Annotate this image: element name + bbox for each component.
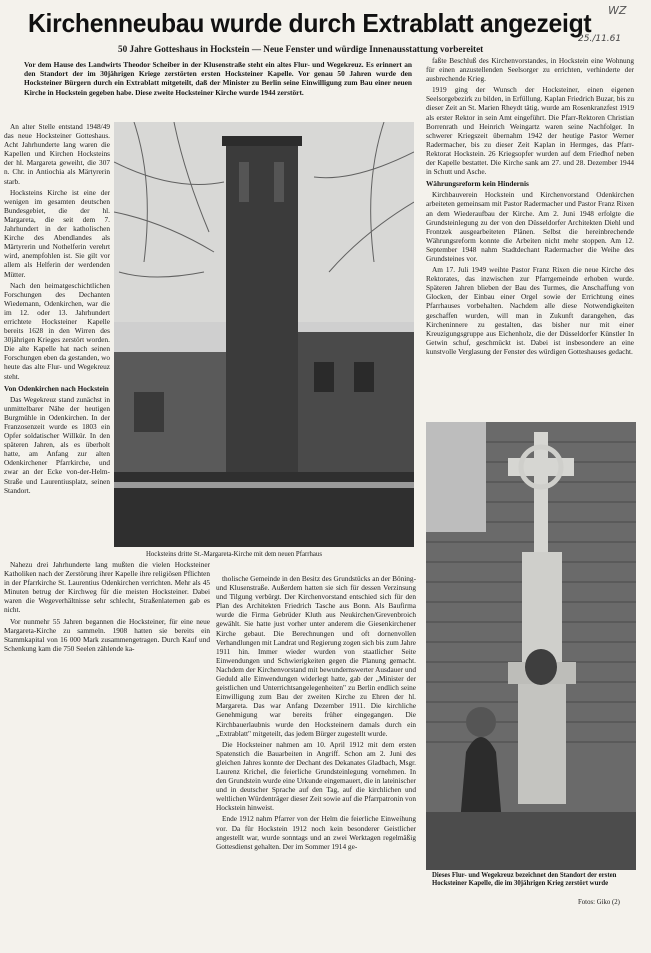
photo-credit: Fotos: Giko (2) (578, 899, 620, 906)
church-photo (114, 122, 414, 547)
paragraph: Hocksteins Kirche ist eine der wenigen im gesamten deutschen Bundesgebiet, die der hl. Margareta, die seit dem 7. Jahrhundert in der katholischen Kirche des Abendlandes als Märtyrerin und Nothelferin verehrt wird, anempfohlen ist. Sie gilt vor allem als Helferin der werdenden Mütter. (4, 187, 110, 279)
cross-photo-caption: Dieses Flur- und Wegekreuz bezeichnet den Standort der ersten Hocksteiner Kapelle, die im 30jährigen Krieg zerstört wurde (432, 872, 617, 887)
paragraph: faßte Beschluß des Kirchenvorstandes, in Hockstein eine Wohnung für einen anzustellenden Seelsorger zu errichten, verhinderte der ausbrechende Krieg. (426, 56, 634, 84)
paragraph: Vor nunmehr 55 Jahren begannen die Hocksteiner, für eine neue Margareta-Kirche zu sammeln. 1908 hatten sie bereits ein Stammkapital von 16 000 Mark zusammengetragen. Durch Kauf und Schenkung kam die 750 Seelen zählende ka- (4, 616, 210, 653)
paragraph: 1919 ging der Wunsch der Hocksteiner, einen eigenen Seelsorgebezirk zu bilden, in Erfüllung. Kaplan Friedrich Buzar, bis zu dieser Zeit an St. Marien Rheydt tätig, wurde am Rosenkranzfest 1919 als erster Rektor in sein Amt eingeführt. Die Pfarr-Rektoren Christian Borrenrath und Heinrich Weingartz waren seine Nachfolger. In schwerer Kriegszeit übernahm 1942 der heutige Pastor Werner Radermacher, bis zu dieser Zeit Kaplan in Hermges, das Pfarr-Rektorat Hockstein. 26 Kriegsopfer wurden auf dem Friedhof neben der Kapelle bestattet. Die Kirche sank am 27. und 28. Dezember 1944 in Schutt und Asche. (426, 85, 634, 177)
handwritten-mark: WZ (608, 4, 627, 17)
lead-paragraph: Vor dem Hause des Landwirts Theodor Scheiber in der Klusenstraße steht ein altes Flur- und Wegekreuz. Es erinnert an den Standort der im 30jährigen Kriege zerstörten ersten Hocksteiner Kapelle. Vor genau 50 Jahren wurde den Hocksteiner Bürgern durch ein Extrablatt mitgeteilt, daß der Minister zu Berlin seine Einwilligung zum Bau einer neuen Kirche in Hockstein gegeben habe. Diese zweite Hocksteiner Kirche wurde 1944 zerstört. (24, 60, 412, 97)
column-right (426, 56, 634, 358)
handwritten-date: 25./11.61 (578, 34, 622, 44)
paragraph: An alter Stelle entstand 1948/49 das neue Hocksteiner Gotteshaus. Acht Jahrhunderte lang waren die Kapellen und Kirchen Hocksteins der hl. Margareta geweiht, die 307 n. Chr. in Antiochia als Märtyrerin starb. (4, 122, 110, 186)
column-left-lower (4, 560, 210, 655)
paragraph: Die Hocksteiner nahmen am 10. April 1912 mit dem ersten Spatenstich die Bauarbeiten in Angriff. Schon am 2. Juni des gleichen Jahres konnte der Dechant des Dekanates Gladbach, Msgr. Laurenz Krichel, die feierliche Grundsteinlegung vornehmen. In den Grundstein wurde eine Urkunde eingemauert, die in lateinischer und in deutscher Sprache auf den Tag, auf die kirchlichen und weltlichen Würdenträger dieser Zeit sowie auf die Pfarrpatronin von Hockstein hinweist. (216, 739, 416, 813)
paragraph: Kirchbauverein Hockstein und Kirchenvorstand Odenkirchen arbeiteten gemeinsam mit Pastor Radermacher und Pastor Franz Rixen an dem Wiederaufbau der Kirche. Am 2. Juni 1948 erfolgte die Grundsteinlegung zu der von den Düsseldorfer Architekten Diehl und Frontzek ausgearbeiteten Plänen. Selbst die hereinbrechende Währungsreform konnte die Arbeiten nicht mehr stoppen. Am 12. September 1948 nahm Stadtdechant Radermacher die Weihe des Grundsteines vor. (426, 190, 634, 263)
paragraph: Nach den heimatgeschichtlichen Forschungen des Dechanten Wiedemann, Odenkirchen, war die im 12. oder 13. Jahrhundert errichtete Hocksteiner Kapelle bereits 1628 in den Wirren des 30jährigen Krieges zerstört worden. Die alte Kapelle hat nach seinen Forschungen eben da gestanden, wo heute das alte Flur- und Wegekreuz steht. (4, 280, 110, 381)
church-photo-caption: Hocksteins dritte St.-Margareta-Kirche mit dem neuen Pfarrhaus (146, 551, 322, 558)
column-left (4, 122, 110, 497)
section-heading: Währungsreform kein Hindernis (426, 179, 529, 189)
headline: Kirchenneubau wurde durch Extrablatt angezeigt (28, 8, 592, 38)
paragraph: Das Wegekreuz stand zunächst in unmittelbarer Nähe der heutigen Burgmühle in Odenkirchen. In der Franzosenzeit wurde es 1803 ein Opfer soldatischer Willkür. In den späteren Jahren, als es überholt hatte, am Anfang zur alten Odenkirchener Pfarrkirche, und zwar an der Ecke von-der-Helm-Straße und Laurentiusplatz, seinen Standort. (4, 394, 110, 495)
paragraph: Ende 1912 nahm Pfarrer von der Helm die feierliche Einweihung vor. Da für Hockstein 1912 noch kein besonderer Geistlicher angestellt war, wurde sonntags und an zwei Werktagen regelmäßig Gottesdienst gehalten. Der im Sommer 1914 ge- (216, 814, 416, 851)
section-heading: Von Odenkirchen nach Hockstein (4, 383, 109, 393)
cross-photo (426, 422, 636, 870)
paragraph: Nahezu drei Jahrhunderte lang mußten die vielen Hocksteiner Katholiken nach der Zerstörung ihrer Kapelle ihre religiösen Pflichten in der Pfarrkirche St. Laurentius Odenkirchen verrichten. Mehr als 45 Minuten betrug der Kirchweg für die meisten Hocksteiner. Dabei waren die Wegeverhältnisse sehr schlecht, Straßenlaternen gab es nicht. (4, 560, 210, 615)
column-middle (216, 574, 416, 853)
cross-image (426, 422, 636, 870)
church-image (114, 122, 414, 547)
paragraph: tholische Gemeinde in den Besitz des Grundstücks an der Böning- und Klusenstraße. Außerdem hatten sie sich für dessen Verzinsung und Tilgung verbürgt. Der Kirchenvorstand entschied sich für den Plan des Architekten Friedrich Tasche aus Bonn. Als Baufirma wurde die Firma Gebrüder Kluth aus Neukirchen/Grevenbroich gewählt. Sie hatte just vorher unter anderem die Giesenkirchener Kirche gebaut. Die Berechnungen und oft dornenvollen Verhandlungen mit Landrat und Regierung zogen sich bis zum Jahre 1911 hin. Immer wieder wurden von staatlicher Seite Einwendungen und Schwierigkeiten gegen die Planung gemacht. Nachdem der Kirchenvorstand mit bewundernswerter Ausdauer und Geduld alle Einwendungen widerlegt hatte, gab der „Minister der geistlichen und Unterrichtsangelegenheiten" zu Berlin endlich seine Einwilligung zum Bau der zweiten Kirche zu Ehren der hl. Margareta. Das war Anfang Dezember 1911. Die kirchliche Genehmigung war bereits früher eingegangen. Die Kirchbauerlaubnis wurde den Hocksteinern damals durch ein „Extrablatt" mitgeteilt, das jedem Bürger zugestellt wurde. (216, 574, 417, 738)
paragraph: Am 17. Juli 1949 weihte Pastor Franz Rixen die neue Kirche des Rektorates, das inzwischen zur Pfarrgemeinde erhoben wurde. Späteren Jahren blieben der Bau des Turmes, die Anschaffung von Glocken, der Einbau einer Orgel sowie der Errichtung eines Pfarrhauses vorbehalten. Nachdem alle diese Notwendigkeiten geschaffen wurden, will man in Zukunft darangehen, das Kircheninnere zu gestalten, das bisher nur mit einer Kreuzigungsgruppe aus Eichenholz, die der Düsseldorfer Künstler In Getwin schuf, geschmückt ist. Dabei ist insbesondere an eine kunstvolle Verglasung der Fenster des würdigen Gotteshauses gedacht. (426, 265, 634, 356)
subheadline: 50 Jahre Gotteshaus in Hockstein — Neue Fenster und würdige Innenausstattung vorbereitet (118, 44, 484, 54)
